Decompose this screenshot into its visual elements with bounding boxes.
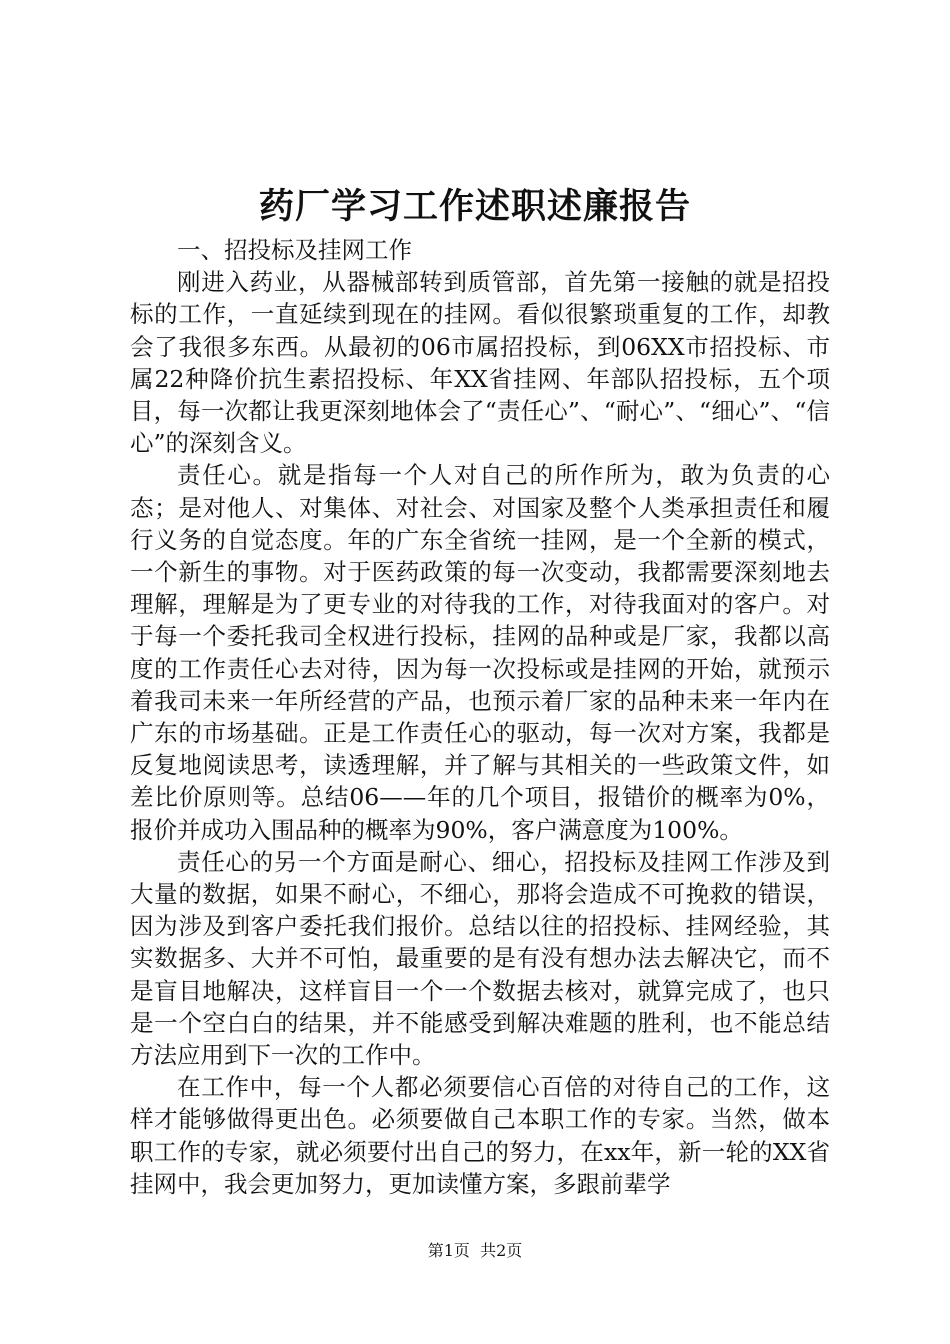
document-title: 药厂学习工作述职述廉报告 — [258, 186, 691, 227]
page-total: 共2页 — [480, 1241, 523, 1260]
document-body — [130, 234, 830, 1200]
section-heading: 一、招投标及挂网工作 — [177, 236, 412, 264]
paragraph-confidence: 在工作中，每一个人都必须要信心百倍的对待自己的工作，这样才能够做得更出色。必须要做自己本职工作的专家。当然，做本职工作的专家，就必须要付出自己的努力，在xx年，新一轮的XX省挂网中，我会更加努力，更加读懂方案，多跟前辈学 — [130, 1073, 830, 1198]
page-footer — [0, 1240, 950, 1262]
paragraph-intro: 刚进入药业，从器械部转到质管部，首先第一接触的就是招投标的工作，一直延续到现在的挂网。看似很繁琐重复的工作，却教会了我很多东西。从最初的06市属招投标，到06XX市招投标、市属22种降价抗生素招投标、年XX省挂网、年部队招投标，五个项目，每一次都让我更深刻地体会了“责任心”、“耐心”、“细心”、“信心”的深刻含义。 — [130, 268, 830, 458]
paragraph-patience: 责任心的另一个方面是耐心、细心，招投标及挂网工作涉及到大量的数据，如果不耐心，不细心，那将会造成不可挽救的错误，因为涉及到客户委托我们报价。总结以往的招投标、挂网经验，其实数据多、大并不可怕，最重要的是有没有想办法去解决它，而不是盲目地解决，这样盲目一个一个数据去核对，就算完成了，也只是一个空白白的结果，并不能感受到解决难题的胜利，也不能总结方法应用到下一次的工作中。 — [130, 847, 830, 1070]
page-number: 第1页 — [427, 1241, 470, 1260]
paragraph-responsibility: 责任心。就是指每一个人对自己的所作所为，敢为负责的心态；是对他人、对集体、对社会、对国家及整个人类承担责任和履行义务的自觉态度。年的广东全省统一挂网，是一个全新的模式，一个新生的事物。对于医药政策的每一次变动，我都需要深刻地去理解，理解是为了更专业的对待我的工作，对待我面对的客户。对于每一个委托我司全权进行投标，挂网的品种或是厂家，我都以高度的工作责任心去对待，因为每一次投标或是挂网的开始，就预示着我司未来一年所经营的产品，也预示着厂家的品种未来一年内在广东的市场基础。正是工作责任心的驱动，每一次对方案，我都是反复地阅读思考，读透理解，并了解与其相关的一些政策文件，如差比价原则等。总结06——年的几个项目，报错价的概率为0%，报价并成功入围品种的概率为90%，客户满意度为100%。 — [130, 461, 830, 844]
